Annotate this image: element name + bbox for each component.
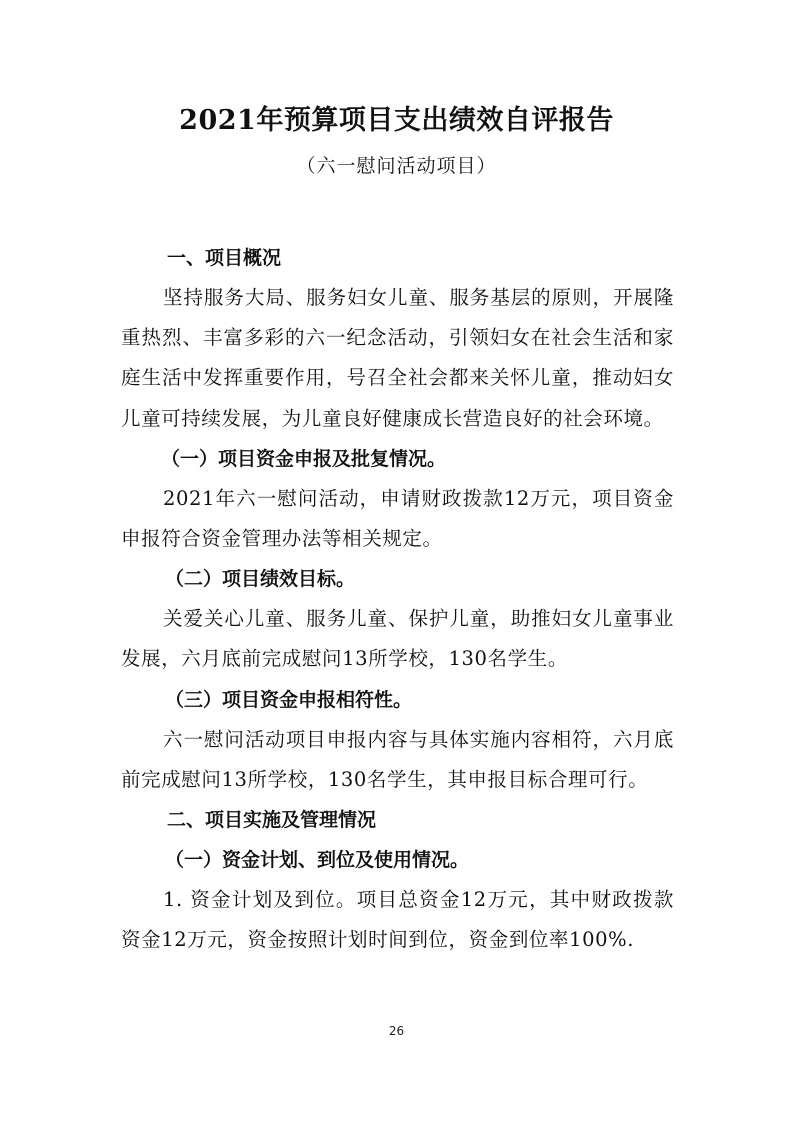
section-heading-overview: 一、项目概况 — [167, 247, 282, 269]
subsection-heading-performance-goals: （二）项目绩效目标。 — [165, 568, 356, 591]
page-title: 2021年预算项目支出绩效自评报告 — [179, 105, 614, 136]
subsection-heading-consistency: （三）项目资金申报相符性。 — [165, 688, 413, 711]
subsection-heading-funding-application: （一）项目资金申报及批复情况。 — [161, 447, 447, 470]
paragraph-fund-usage: 1. 资金计划及到位。项目总资金12万元，其中财政拨款资金12万元，资金按照计划时间到位，资金到位率100%. — [121, 888, 674, 952]
subsection-heading-fund-usage: （一）资金计划、到位及使用情况。 — [165, 849, 470, 872]
paragraph-funding-application: 2021年六一慰问活动，申请财政拨款12万元，项目资金申报符合资金管理办法等相关规定。 — [121, 486, 674, 551]
page-number: 26 — [388, 1024, 405, 1038]
document-body — [121, 238, 674, 960]
page-subtitle: （六一慰问活动项目） — [296, 155, 497, 177]
paragraph-overview: 坚持服务大局、服务妇女儿童、服务基层的原则，开展隆重热烈、丰富多彩的六一纪念活动，引领妇女在社会生活和家庭生活中发挥重要作用，号召全社会都来关怀儿童，推动妇女儿童可持续发展，为儿童良好健康成长营造良好的社会环境。 — [121, 286, 674, 430]
section-heading-implementation: 二、项目实施及管理情况 — [167, 809, 377, 832]
paragraph-performance-goals: 关爱关心儿童、服务儿童、保护儿童，助推妇女儿童事业发展，六月底前完成慰问13所学校，130名学生。 — [121, 607, 674, 671]
paragraph-consistency: 六一慰问活动项目申报内容与具体实施内容相符，六月底前完成慰问13所学校，130名学生，其申报目标合理可行。 — [121, 727, 674, 791]
